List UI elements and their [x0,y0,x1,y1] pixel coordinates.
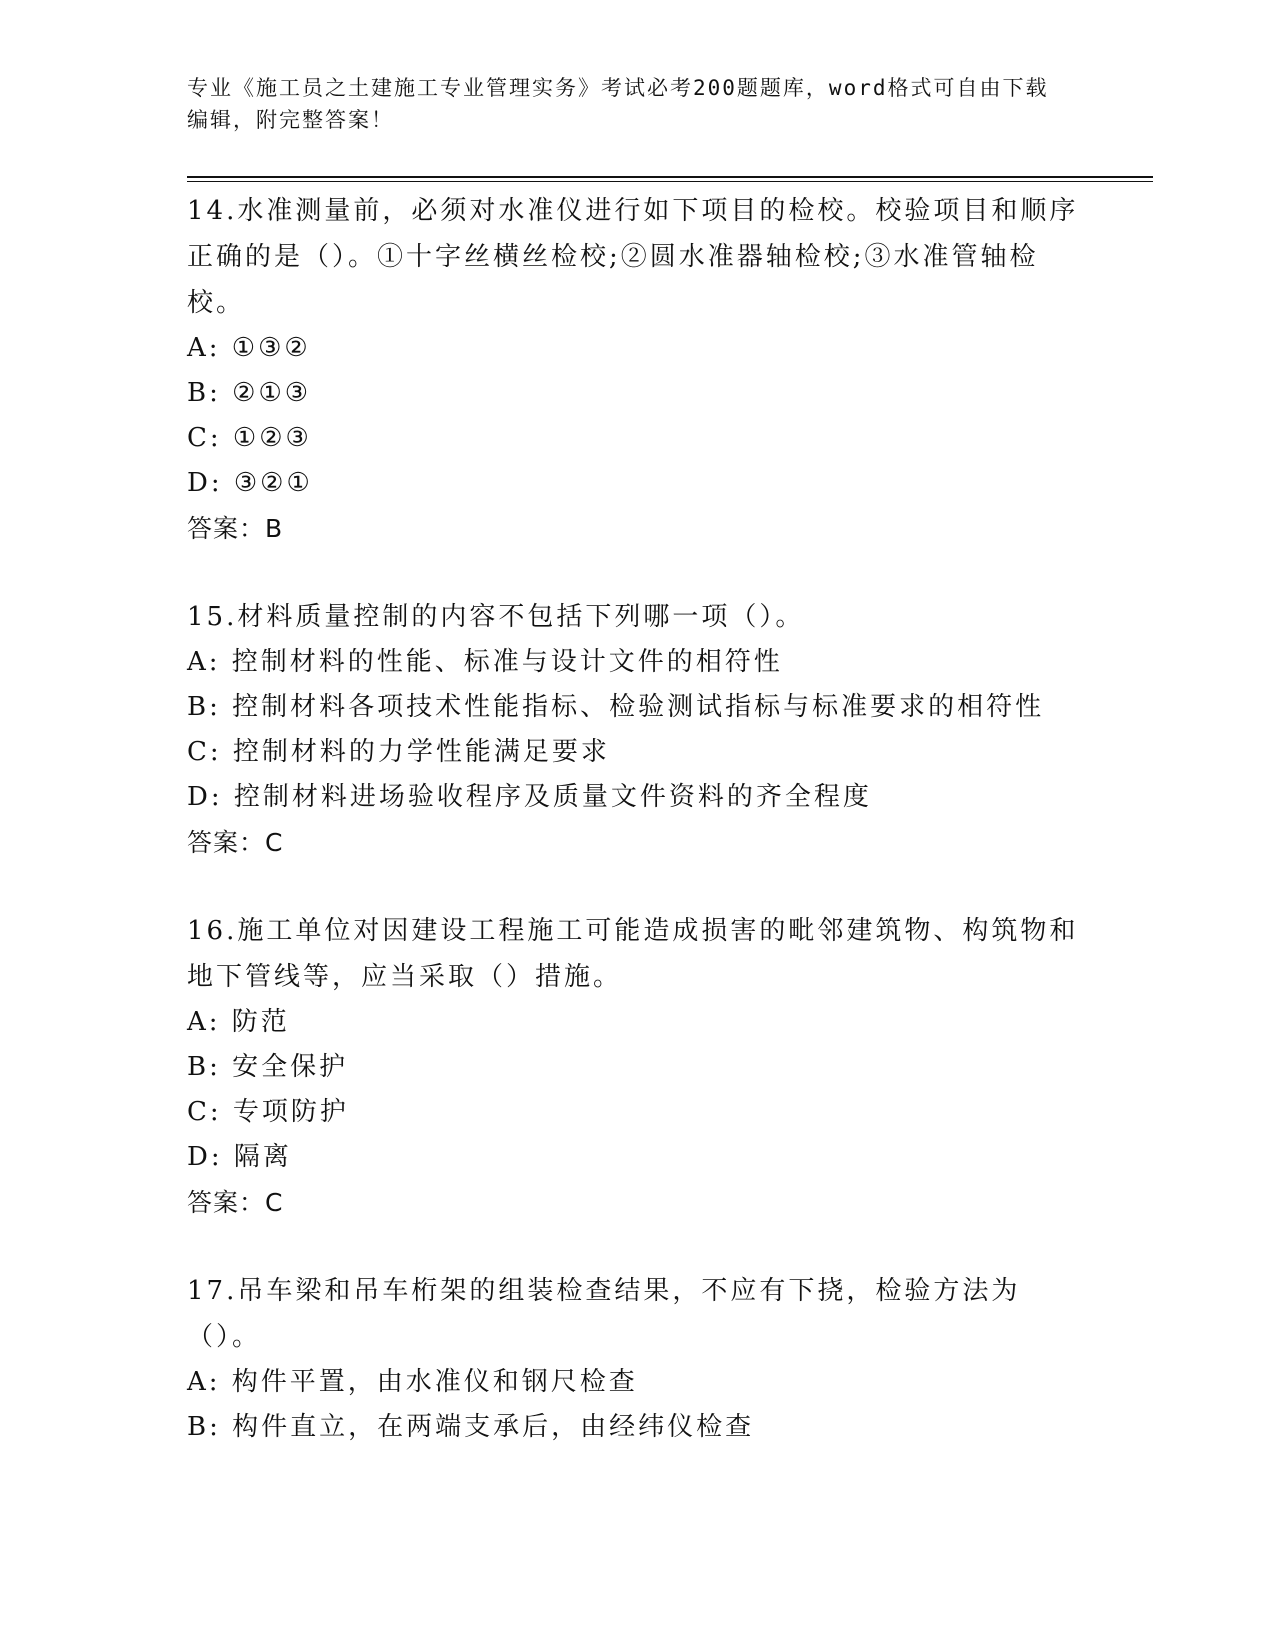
option-d: D: 控制材料进场验收程序及质量文件资料的齐全程度 [187,782,872,812]
option-a: A: 构件平置，由水准仪和钢尺检查 [187,1367,638,1397]
question-stem: 17.吊车梁和吊车桁架的组装检查结果，不应有下挠，检验方法为（）。 [187,1276,1021,1352]
document-header: 专业《施工员之土建施工专业管理实务》考试必考200题题库，word格式可自由下载编辑，附完整答案！ [187,76,1049,132]
option-a: A: 控制材料的性能、标准与设计文件的相符性 [187,647,783,677]
option-d: D: 隔离 [187,1142,292,1172]
header-divider-thick [187,176,1153,178]
option-c: C: 控制材料的力学性能满足要求 [187,737,610,767]
question-17 [187,1268,1087,1450]
option-c: C: ①②③ [187,423,312,453]
question-stem: 16.施工单位对因建设工程施工可能造成损害的毗邻建筑物、构筑物和地下管线等，应当采取（）措施。 [187,916,1079,992]
option-b: B: 控制材料各项技术性能指标、检验测试指标与标准要求的相符性 [187,692,1045,722]
answer-line: 答案：C [187,828,284,857]
option-a: A: ①③② [187,333,311,363]
option-a: A: 防范 [187,1007,290,1037]
question-16 [187,908,1087,1226]
option-c: C: 专项防护 [187,1097,349,1127]
option-b: B: 构件直立，在两端支承后，由经纬仪检查 [187,1412,755,1442]
question-14 [187,188,1087,552]
question-stem: 15.材料质量控制的内容不包括下列哪一项（）。 [187,602,805,632]
question-15 [187,594,1087,866]
answer-line: 答案：C [187,1188,284,1217]
option-b: B: 安全保护 [187,1052,349,1082]
option-d: D: ③②① [187,468,313,498]
question-list [187,188,1087,1492]
option-b: B: ②①③ [187,378,312,408]
header-divider-thin [187,181,1153,182]
answer-line: 答案：B [187,514,284,543]
question-stem: 14.水准测量前，必须对水准仪进行如下项目的检校。校验项目和顺序正确的是（）。①十字丝横丝检校;②圆水准器轴检校;③水准管轴检校。 [187,196,1079,318]
